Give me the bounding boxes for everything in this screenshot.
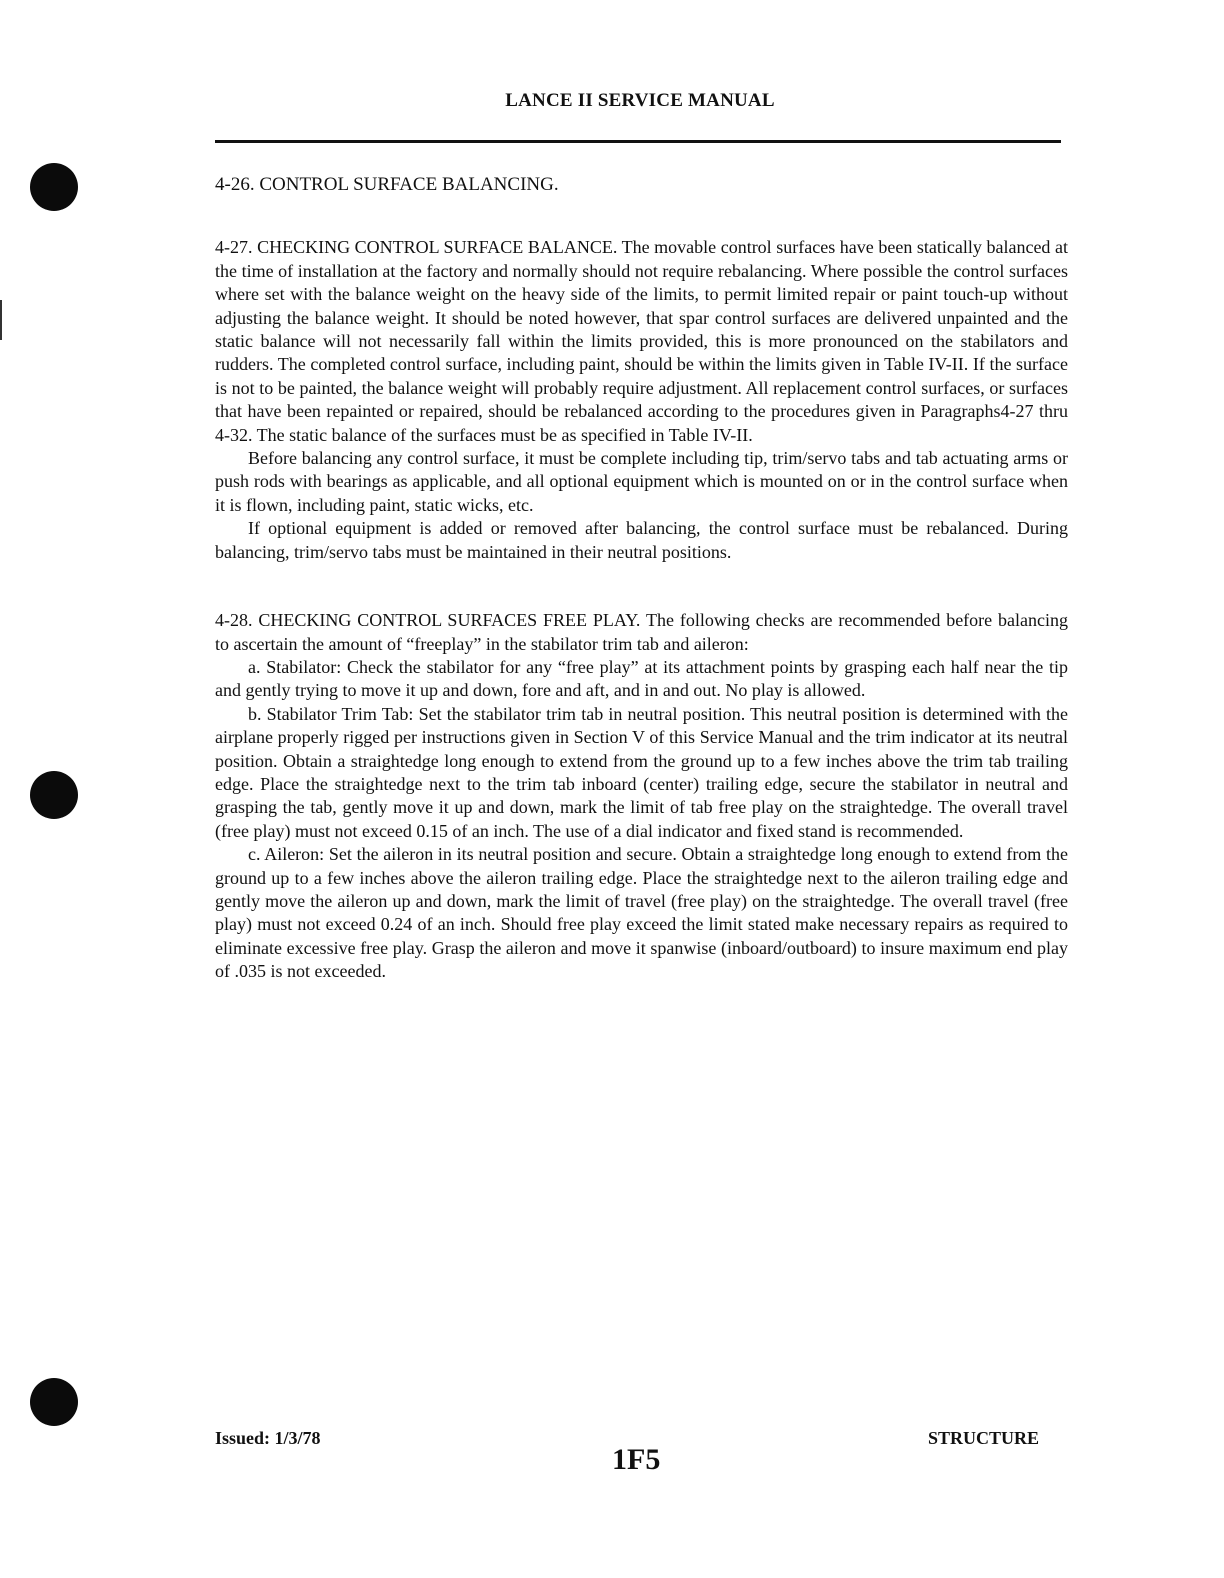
- paragraph-before-balancing: Before balancing any control surface, it must be complete including tip, trim/servo tabs and tab actuating arms or push rods with bearings as applicable, and all optional equipment which is mounted on or in the control surface when it is flown, including paint, static wicks, etc.: [215, 448, 1068, 515]
- page-content: [215, 173, 1068, 984]
- footer-section-name: STRUCTURE: [928, 1428, 1040, 1448]
- section-4-28: [215, 609, 1068, 984]
- paragraph-4-28-text: The following checks are recommended before balancing to ascertain the amount of “freeplay” in the stabilator trim tab and aileron:: [215, 610, 1069, 654]
- footer-issued-date: Issued: 1/3/78: [215, 1428, 321, 1448]
- punch-hole-bottom: [30, 1378, 78, 1426]
- list-item-stabilator-trim-tab: b. Stabilator Trim Tab: Set the stabilator trim tab in neutral position. This neutral position is determined with the airplane properly rigged per instructions given in Section V of this Service Manual and the trim indicator at its neutral position. Obtain a straightedge long enough to extend from the ground up to a few inches above the trim tab trailing edge. Place the straightedge next to the trim tab inboard (center) trailing edge, secure the stabilator in neutral and grasping the tab, gently move it up and down, mark the limit of tab free play on the straightedge. The overall travel (free play) must not exceed 0.15 of an inch. The use of a dial indicator and fixed stand is recommended.: [215, 703, 1068, 841]
- page-header: LANCE II SERVICE MANUAL: [505, 90, 775, 111]
- paragraph-4-27-text: The movable control surfaces have been statically balanced at the time of installation at the factory and normally should not require rebalancing. Where possible the control surfaces where set with the balance weight on the heavy side of the limits, to permit limited repair or paint touch-up without adjusting the balance weight. It should be noted however, that spar control surfaces are delivered unpainted and the static balance will not necessarily fall within the limits provided, this is more pronounced on the stabilators and rudders. The completed control surface, including paint, should be within the limits given in Table IV-II. If the surface is not to be painted, the balance weight will probably require adjustment. All replacement control surfaces, or surfaces that have been repainted or repaired, should be rebalanced according to the procedures given in Paragraphs4-27 thru 4-32. The static balance of the surfaces must be as specified in Table IV-II.: [215, 237, 1068, 445]
- punch-hole-top: [30, 163, 78, 211]
- section-heading-4-26: 4-26. CONTROL SURFACE BALANCING.: [215, 174, 559, 195]
- list-item-aileron: c. Aileron: Set the aileron in its neutral position and secure. Obtain a straightedge long enough to extend from the ground up to a few inches above the aileron trailing edge. Place the straightedge next to the aileron trailing edge and gently move the aileron up and down, mark the limit of travel (free play) on the straightedge. The overall travel (free play) must not exceed 0.24 of an inch. Should free play exceed the limit stated make necessary repairs as required to eliminate excessive free play. Grasp the aileron and move it spanwise (inboard/outboard) to insure maximum end play of .035 is not exceeded.: [215, 844, 1068, 982]
- paragraph-4-28-intro: [215, 609, 1068, 656]
- list-item-stabilator: a. Stabilator: Check the stabilator for any “free play” at its attachment points by grasping each half near the tip and gently trying to move it up and down, fore and aft, and in and out. No play is allowed.: [215, 656, 1068, 701]
- scan-edge-mark: [0, 300, 2, 340]
- paragraph-optional-equipment: If optional equipment is added or removed after balancing, the control surface must be rebalanced. During balancing, trim/servo tabs must be maintained in their neutral positions.: [215, 518, 1068, 562]
- paragraph-4-27-intro: [215, 236, 1068, 447]
- punch-hole-middle: [30, 771, 78, 819]
- section-title-4-27: 4-27. CHECKING CONTROL SURFACE BALANCE.: [215, 237, 618, 258]
- header-rule: [215, 140, 1061, 143]
- section-title-4-28: 4-28. CHECKING CONTROL SURFACES FREE PLAY.: [215, 610, 641, 631]
- section-4-27: [215, 236, 1068, 564]
- footer-page-code: 1F5: [612, 1443, 661, 1476]
